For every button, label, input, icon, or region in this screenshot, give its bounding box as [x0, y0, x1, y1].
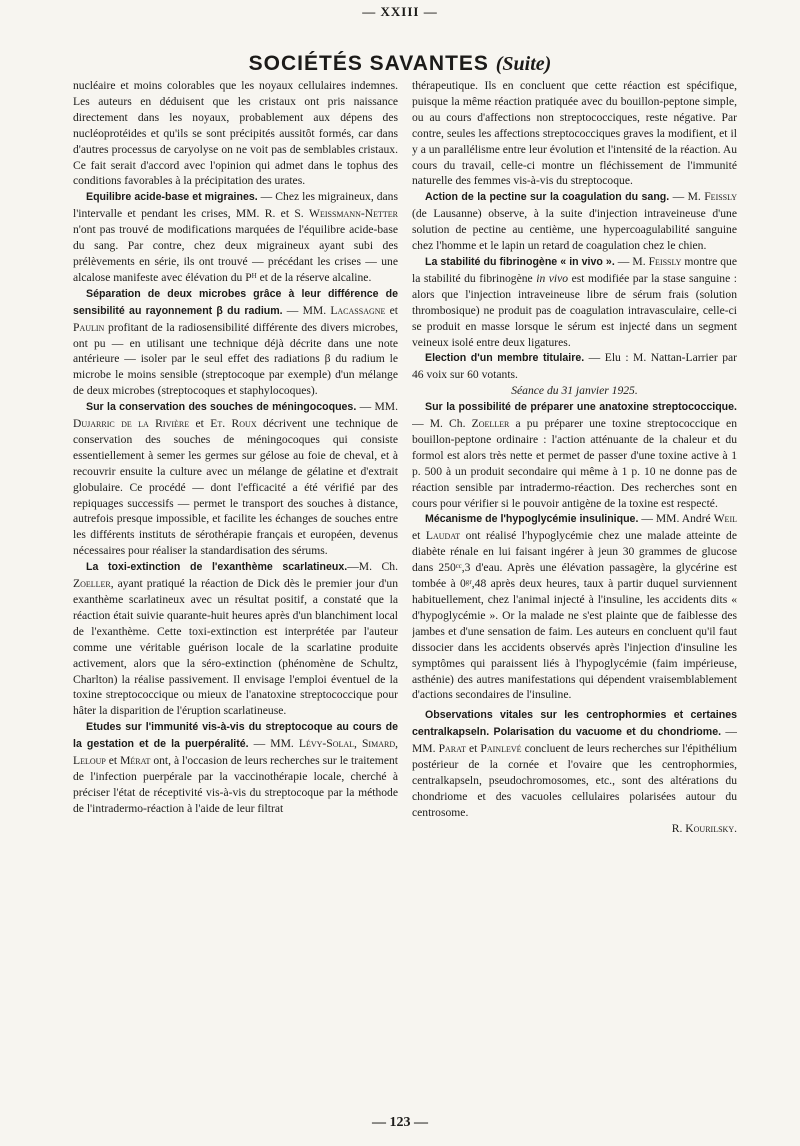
article-text: — M. Ch. [412, 417, 472, 431]
article-text: est modifiée par la stase sanguine : alors que l'injection intraveineuse libre de sérum frais (solution thrombosique) ne produit pas de coagulation intravasculaire, celle-ci se produit en masse lorsque le sérum est injecté dans un segment veineux isolé entre deux ligatures. [412, 271, 737, 349]
article-heading: Equilibre acide-base et migraines. [86, 191, 258, 204]
article-text: — Chez les migraineux, dans l'intervalle et pendant les crises, MM. R. et S. [73, 190, 398, 221]
article-text: profitant de la radiosensibilité différente des divers microbes, ont pu — en utilisant une technique déjà décrite dans une note antérieure — isoler par le seul effet des radiations β du radium le microbe le moins sensible (streptocoque par exemple) d'un mélange de deux microbes (streptocoques et staphylocoques). [73, 320, 398, 398]
article-text: — MM. André [638, 512, 714, 526]
article-heading: Sur la conservation des souches de méningocoques. [86, 401, 357, 414]
continuation-paragraph: nucléaire et moins colorables que les noyaux cellulaires indemnes. Les auteurs en déduisent que les cristaux ont pris naissance directement dans les noyaux, probablement aux dépens des nucléoprotéides et qu'ils se sont précipités aussitôt formés, car dans d'autres processus de caryolyse on ne voit pas de semblables cristaux. Ce fait serait d'accord avec l'opinion qui admet dans le tophus des conditions favorables à la précipitation des urates. [73, 79, 398, 188]
article-fibrinogene [412, 254, 737, 350]
article-equilibre [73, 189, 398, 285]
author-name: Dujarric de la Rivière [73, 417, 190, 431]
article-text: — M. [669, 190, 705, 204]
author-name: Painlevé [480, 742, 522, 756]
article-text: , ayant pratiqué la réaction de Dick dès le premier jour d'un exanthème scarlatineux avec un résultat positif, a constaté que la réaction était suivie quarante-huit heures après d'un blanchiment local de l'exanthème. Cette toxi-extinction est interprétée par l'auteur comme une véritable guérison locale de la scarlatine produite activement, alors que la séro-extinction (phénomène de Schultz, Charlton) la réalise passivement. Il envisage l'emploi éventuel de la toxine streptococcique ou mieux de l'anatoxine streptococcique pour hâter la disparition de l'éruption scarlatineuse. [73, 577, 398, 718]
author-name: Zoeller [73, 577, 111, 591]
author-name: Parat [438, 742, 466, 756]
author-name: Lévy-Solal, Simard, Leloup [73, 737, 398, 768]
article-text: et [385, 303, 398, 317]
article-separation [73, 286, 398, 399]
article-text: décrivent une technique de conservation des souches de méningocoques qui consiste essentiellement à semer les germes sur gélose au foie de cheval, et à recouvrir ensuite la culture avec un mélange de gélatine et d'extrait globulaire. Ce procédé — dont l'efficacité a été vérifié par des repiquages successifs — permet le transport des souches à distance, autrefois presque impossible, et facilite les échanges de souches entre les différents instituts de sérothérapie français et européen, devenus nécessaires pour réaliser la standardisation des sérums. [73, 417, 398, 558]
article-text: a pu préparer une toxine streptococcique en bouillon-peptone ordinaire : l'action atténuante de la chaleur et du formol est alors très nette et permet de passer d'une toxine active à 1 p. 500 à un produit secondaire qui même à 1 p. 10 ne donne pas de réaction sensible par intradermo-réaction. Des recherches sont en cours pour vérifier si le pouvoir antigène de la toxine est respecté. [412, 417, 737, 510]
author-name: Zoeller [471, 417, 510, 431]
article-text: et [105, 754, 121, 768]
article-heading: Mécanisme de l'hypoglycémie insulinique. [425, 513, 639, 526]
author-name: Feissly [648, 254, 682, 268]
article-anatoxine [412, 399, 737, 511]
article-text: concluent de leurs recherches sur l'épithélium postérieur de la cornée et l'ovaire que les centrophormies, centralkapseln, pseudochromosomes, etc., sont des altérations du chondriome et des vacuoles cellulaires polarisées autour du centrosome. [412, 742, 737, 819]
article-text: n'ont pas trouvé de modifications marquées de l'équilibre acide-base du sang. Par contre, chez deux migraineux ayant subi des prélèvements en série, ils ont trouvé — précédant les crises — une alcalose manifeste avec élévation du Pᴴ et de la réserve alcaline. [73, 223, 398, 284]
author-name: Weissmann-Netter [309, 207, 398, 221]
article-text: ont réalisé l'hypoglycémie chez une malade atteinte de diabète rénale en lui faisant ingérer à jeun 30 grammes de glucose dans 250ᶜᶜ,3 d'eau. Après une élévation passagère, la glycérine est tombée à 0ᵍʳ,48 après deux heures, taux à partir duquel surviennent habituellement, chez l'animal injecté à l'insuline, les accidents dits « d'hypoglycémie ». Or la malade ne s'est plainte que de faiblesse des jambes et d'une sensation de faim. Les auteurs en concluent qu'il faut dissocier dans les accidents observés après l'injection d'insuline les symptômes qui paraissent liés à l'hypoglycémie (faim impérieuse, asthénie) des autres manifestations qui dépendent vraisemblablement d'actions secondaires de l'insuline. [412, 529, 737, 702]
title-main: SOCIÉTÉS SAVANTES [248, 52, 489, 75]
author-name: Et. Roux [210, 417, 257, 431]
article-heading: Election d'un membre titulaire. [425, 352, 585, 365]
article-text: — M. [614, 254, 649, 268]
article-heading: Etudes sur l'immunité vis-à-vis du streptocoque au cours de la gestation et de la puerpéralité. [73, 721, 398, 751]
article-text: — MM. [356, 400, 398, 414]
page-number: — 123 — [372, 1115, 428, 1130]
article-text: — MM. [248, 737, 299, 751]
article-text: et [189, 417, 211, 431]
right-column [412, 78, 737, 1088]
italic-term: in vivo [536, 271, 569, 285]
continuation-paragraph: thérapeutique. Ils en concluent que cette réaction est spécifique, puisque la même réaction pratiquée avec du bouillon-peptone simple, ou au cours d'affections non streptococciques, reste négative. Par contre, seules les affections streptococciques graves la modifient, et il y a un parallélisme entre leur évolution et l'intensité de la réaction. Au cours du travail, celle-ci montre un fléchissement de l'immunité naturelle des femmes vis-à-vis du streptocoque. [412, 79, 737, 188]
page-title [0, 52, 800, 76]
article-text: — Elu : M. Nattan-Larrier par 46 voix sur 60 votants. [412, 351, 737, 382]
article-conservation [73, 399, 398, 559]
folio-roman: — XXIII — [362, 4, 438, 19]
article-text: ont, à l'occasion de leurs recherches sur le traitement de l'infection puerpérale par la vaccinothérapie locale, cherché à préciser l'état de réceptivité vis-à-vis du streptocoque par la méthode de l'intradermo-réaction à l'aide de leur filtrat [73, 754, 398, 815]
author-name: Paulin [73, 320, 105, 334]
article-text: — MM. [412, 725, 737, 756]
author-name: Lacassagne [330, 303, 386, 317]
article-heading: Observations vitales sur les centrophormies et certaines centralkapseln. Polarisation du vacuome et du chondriome. [412, 709, 737, 739]
article-heading: Sur la possibilité de préparer une anatoxine streptococcique. [425, 401, 737, 414]
article-text: et [412, 529, 426, 543]
seance-date: Séance du 31 janvier 1925. [511, 384, 638, 398]
left-column [73, 78, 398, 1088]
article-heading: Séparation de deux microbes grâce à leur différence de sensibilité au rayonnement β du radium. [73, 287, 398, 317]
article-hypoglycemie [412, 511, 737, 703]
article-text: et [465, 742, 481, 756]
author-name: Laudat [425, 529, 461, 543]
author-name: Mérat [120, 754, 151, 768]
article-etudes-immunite [73, 719, 398, 816]
article-election [412, 350, 737, 383]
article-heading: Action de la pectine sur la coagulation du sang. [425, 191, 670, 204]
article-text: —M. Ch. [347, 560, 398, 574]
signature: R. Kourilsky. [671, 821, 737, 835]
article-heading: La stabilité du fibrinogène « in vivo ». [425, 255, 615, 268]
article-text: (de Lausanne) observe, à la suite d'injection intraveineuse d'une solution de pectine au centième, une hypercoagulabilité sanguine chez l'homme et le lapin un retard de coagulation chez le chien. [412, 207, 737, 253]
article-text: — MM. [282, 303, 331, 317]
article-observations [412, 707, 737, 820]
article-pectine [412, 189, 737, 254]
title-suite: (Suite) [495, 53, 552, 75]
author-name: Feissly [704, 190, 737, 204]
article-text: montre que la stabilité du fibrinogène [412, 254, 737, 285]
author-name: Weil [713, 512, 737, 526]
article-heading: La toxi-extinction de l'exanthème scarlatineux. [86, 561, 348, 574]
article-toxi-extinction [73, 559, 398, 719]
